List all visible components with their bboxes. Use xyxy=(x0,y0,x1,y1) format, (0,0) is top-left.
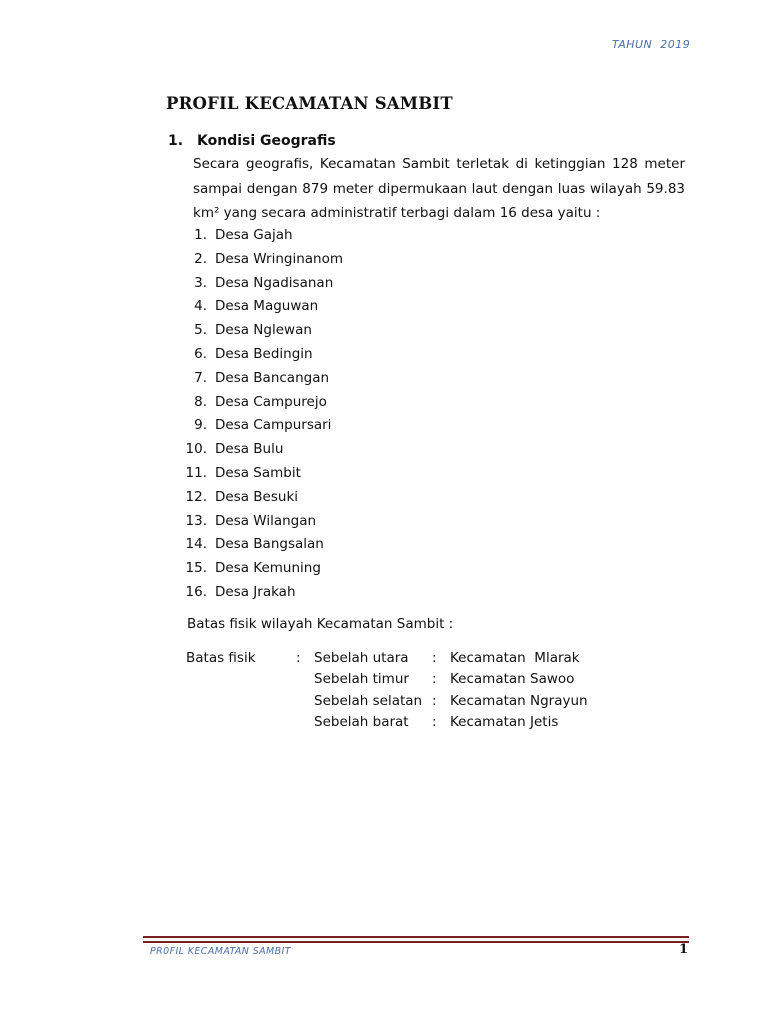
section-number: 1. xyxy=(168,133,184,149)
batas-direction: Sebelah selatan xyxy=(314,692,423,709)
batas-row xyxy=(186,669,588,691)
village-number: 12. xyxy=(185,488,207,505)
village-number: 15. xyxy=(185,560,207,577)
batas-value: Kecamatan Ngrayun xyxy=(450,692,588,709)
batas-label xyxy=(186,690,296,712)
village-number: 14. xyxy=(185,536,207,553)
batas-colon: : xyxy=(432,649,437,666)
batas-colon: : xyxy=(432,692,437,709)
batas-colon: : xyxy=(432,714,437,731)
batas-intro: Batas fisik wilayah Kecamatan Sambit : xyxy=(187,616,454,632)
village-name: Desa Kemuning xyxy=(215,560,321,577)
village-name: Desa Sambit xyxy=(215,464,301,481)
village-name: Desa Besuki xyxy=(215,488,299,505)
batas-direction: Sebelah utara xyxy=(314,649,409,666)
village-name: Desa Campurejo xyxy=(215,393,327,410)
section-heading xyxy=(168,133,336,149)
section-paragraph: Secara geografis, Kecamatan Sambit terletak di ketinggian 128 meter sampai dengan 879 meter dipermukaan laut dengan luas wilayah 59.83 km² yang secara administratif terbagi dalam 16 desa yaitu : xyxy=(193,156,685,221)
batas-value: Kecamatan Jetis xyxy=(450,714,559,731)
village-number: 5. xyxy=(194,322,207,339)
village-number: 2. xyxy=(194,250,207,267)
batas-table xyxy=(186,647,588,733)
village-number: 8. xyxy=(194,393,207,410)
footer-rule-thin xyxy=(143,942,689,943)
batas-row xyxy=(186,647,588,669)
batas-label xyxy=(186,669,296,691)
village-name: Desa Wilangan xyxy=(215,512,317,529)
batas-direction: Sebelah barat xyxy=(314,714,409,731)
village-name: Desa Nglewan xyxy=(215,322,312,339)
village-number: 9. xyxy=(194,417,207,434)
village-number: 16. xyxy=(185,583,207,600)
village-name: Desa Gajah xyxy=(215,227,293,243)
page-title: PROFIL KECAMATAN SAMBIT xyxy=(166,94,453,113)
village-name: Desa Maguwan xyxy=(215,298,319,315)
batas-colon xyxy=(296,669,314,691)
village-number: 10. xyxy=(185,441,207,458)
page-number: 1 xyxy=(679,942,689,957)
village-name: Desa Wringinanom xyxy=(215,250,344,267)
village-name: Desa Bancangan xyxy=(215,369,330,386)
section-title: Kondisi Geografis xyxy=(197,133,336,149)
batas-colon: : xyxy=(296,649,301,666)
batas-label xyxy=(186,712,296,734)
batas-colon xyxy=(296,712,314,734)
batas-row xyxy=(186,712,588,734)
village-number: 7. xyxy=(194,369,207,386)
footer-label: PR0FIL KECAMATAN SAMBIT xyxy=(150,946,291,957)
village-number: 4. xyxy=(194,298,207,315)
batas-colon: : xyxy=(432,671,437,688)
batas-row xyxy=(186,690,588,712)
batas-value: Kecamatan Sawoo xyxy=(450,671,575,688)
batas-label: Batas fisik xyxy=(186,649,256,666)
village-number: 3. xyxy=(194,274,207,291)
village-name: Desa Bulu xyxy=(215,441,284,458)
village-number: 11. xyxy=(185,464,207,481)
village-name: Desa Jrakah xyxy=(215,583,296,600)
header-year: TAHUN 2019 xyxy=(612,38,691,51)
village-name: Desa Bedingin xyxy=(215,345,313,362)
batas-colon xyxy=(296,690,314,712)
village-name: Desa Ngadisanan xyxy=(215,274,334,291)
village-number: 13. xyxy=(185,512,207,529)
village-name: Desa Bangsalan xyxy=(215,536,324,553)
batas-direction: Sebelah timur xyxy=(314,671,409,688)
village-name: Desa Campursari xyxy=(215,417,332,434)
batas-value: Kecamatan Mlarak xyxy=(450,649,580,666)
village-number: 1. xyxy=(194,227,207,243)
village-number: 6. xyxy=(194,345,207,362)
